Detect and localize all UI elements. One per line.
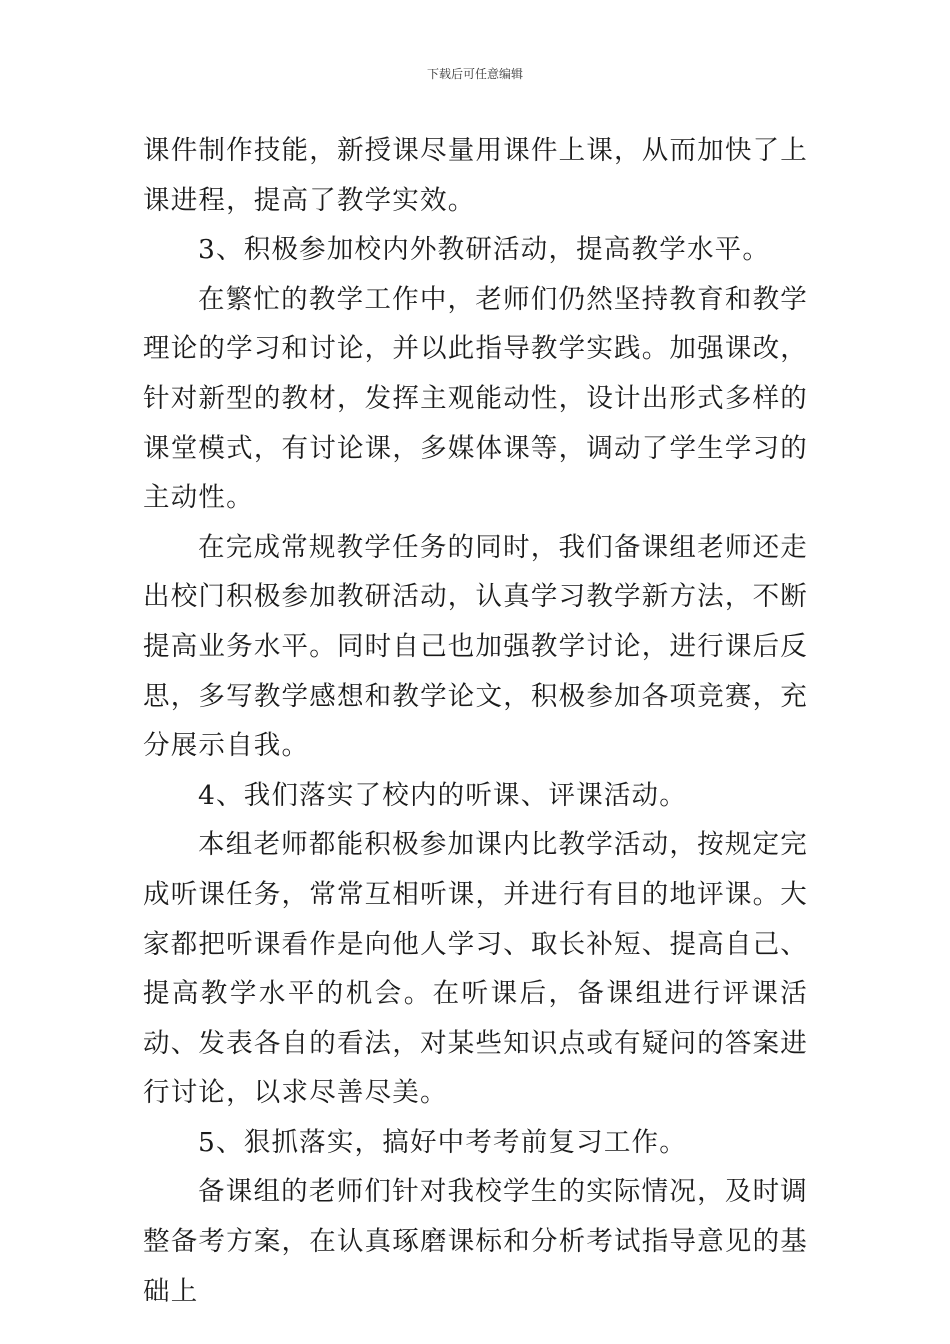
paragraph-continuation: 课件制作技能，新授课尽量用课件上课，从而加快了上课进程，提高了教学实效。: [143, 135, 808, 216]
heading-item-4: 4、我们落实了校内的听课、评课活动。: [198, 779, 687, 811]
paragraph-lesson-observation: 本组老师都能积极参加课内比教学活动，按规定完成听课任务，常常互相听课，并进行有目的地评课。大家都把听课看作是向他人学习、取长补短、提高自己、提高教学水平的机会。在听课后，备课组进行评课活动、发表各自的看法，对某些知识点或有疑问的答案进行讨论，以求尽善尽美。: [143, 829, 808, 1109]
paragraph-teaching-theory: 在繁忙的教学工作中，老师们仍然坚持教育和教学理论的学习和讨论，并以此指导教学实践。加强课改，针对新型的教材，发挥主观能动性，设计出形式多样的课堂模式，有讨论课，多媒体课等，调动了学生学习的主动性。: [143, 283, 808, 514]
page-header: 下载后可任意编辑: [426, 67, 523, 81]
document-body: [143, 126, 808, 1316]
heading-item-3: 3、积极参加校内外教研活动，提高教学水平。: [198, 234, 771, 266]
heading-item-5: 5、狠抓落实，搞好中考考前复习工作。: [198, 1126, 687, 1158]
paragraph-exam-preparation: 备课组的老师们针对我校学生的实际情况，及时调整备考方案，在认真琢磨课标和分析考试指导意见的基础上: [143, 1176, 808, 1307]
paragraph-teaching-research: 在完成常规教学任务的同时，我们备课组老师还走出校门积极参加教研活动，认真学习教学新方法，不断提高业务水平。同时自己也加强教学讨论，进行课后反思，多写教学感想和教学论文，积极参加各项竞赛，充分展示自我。: [143, 531, 808, 762]
